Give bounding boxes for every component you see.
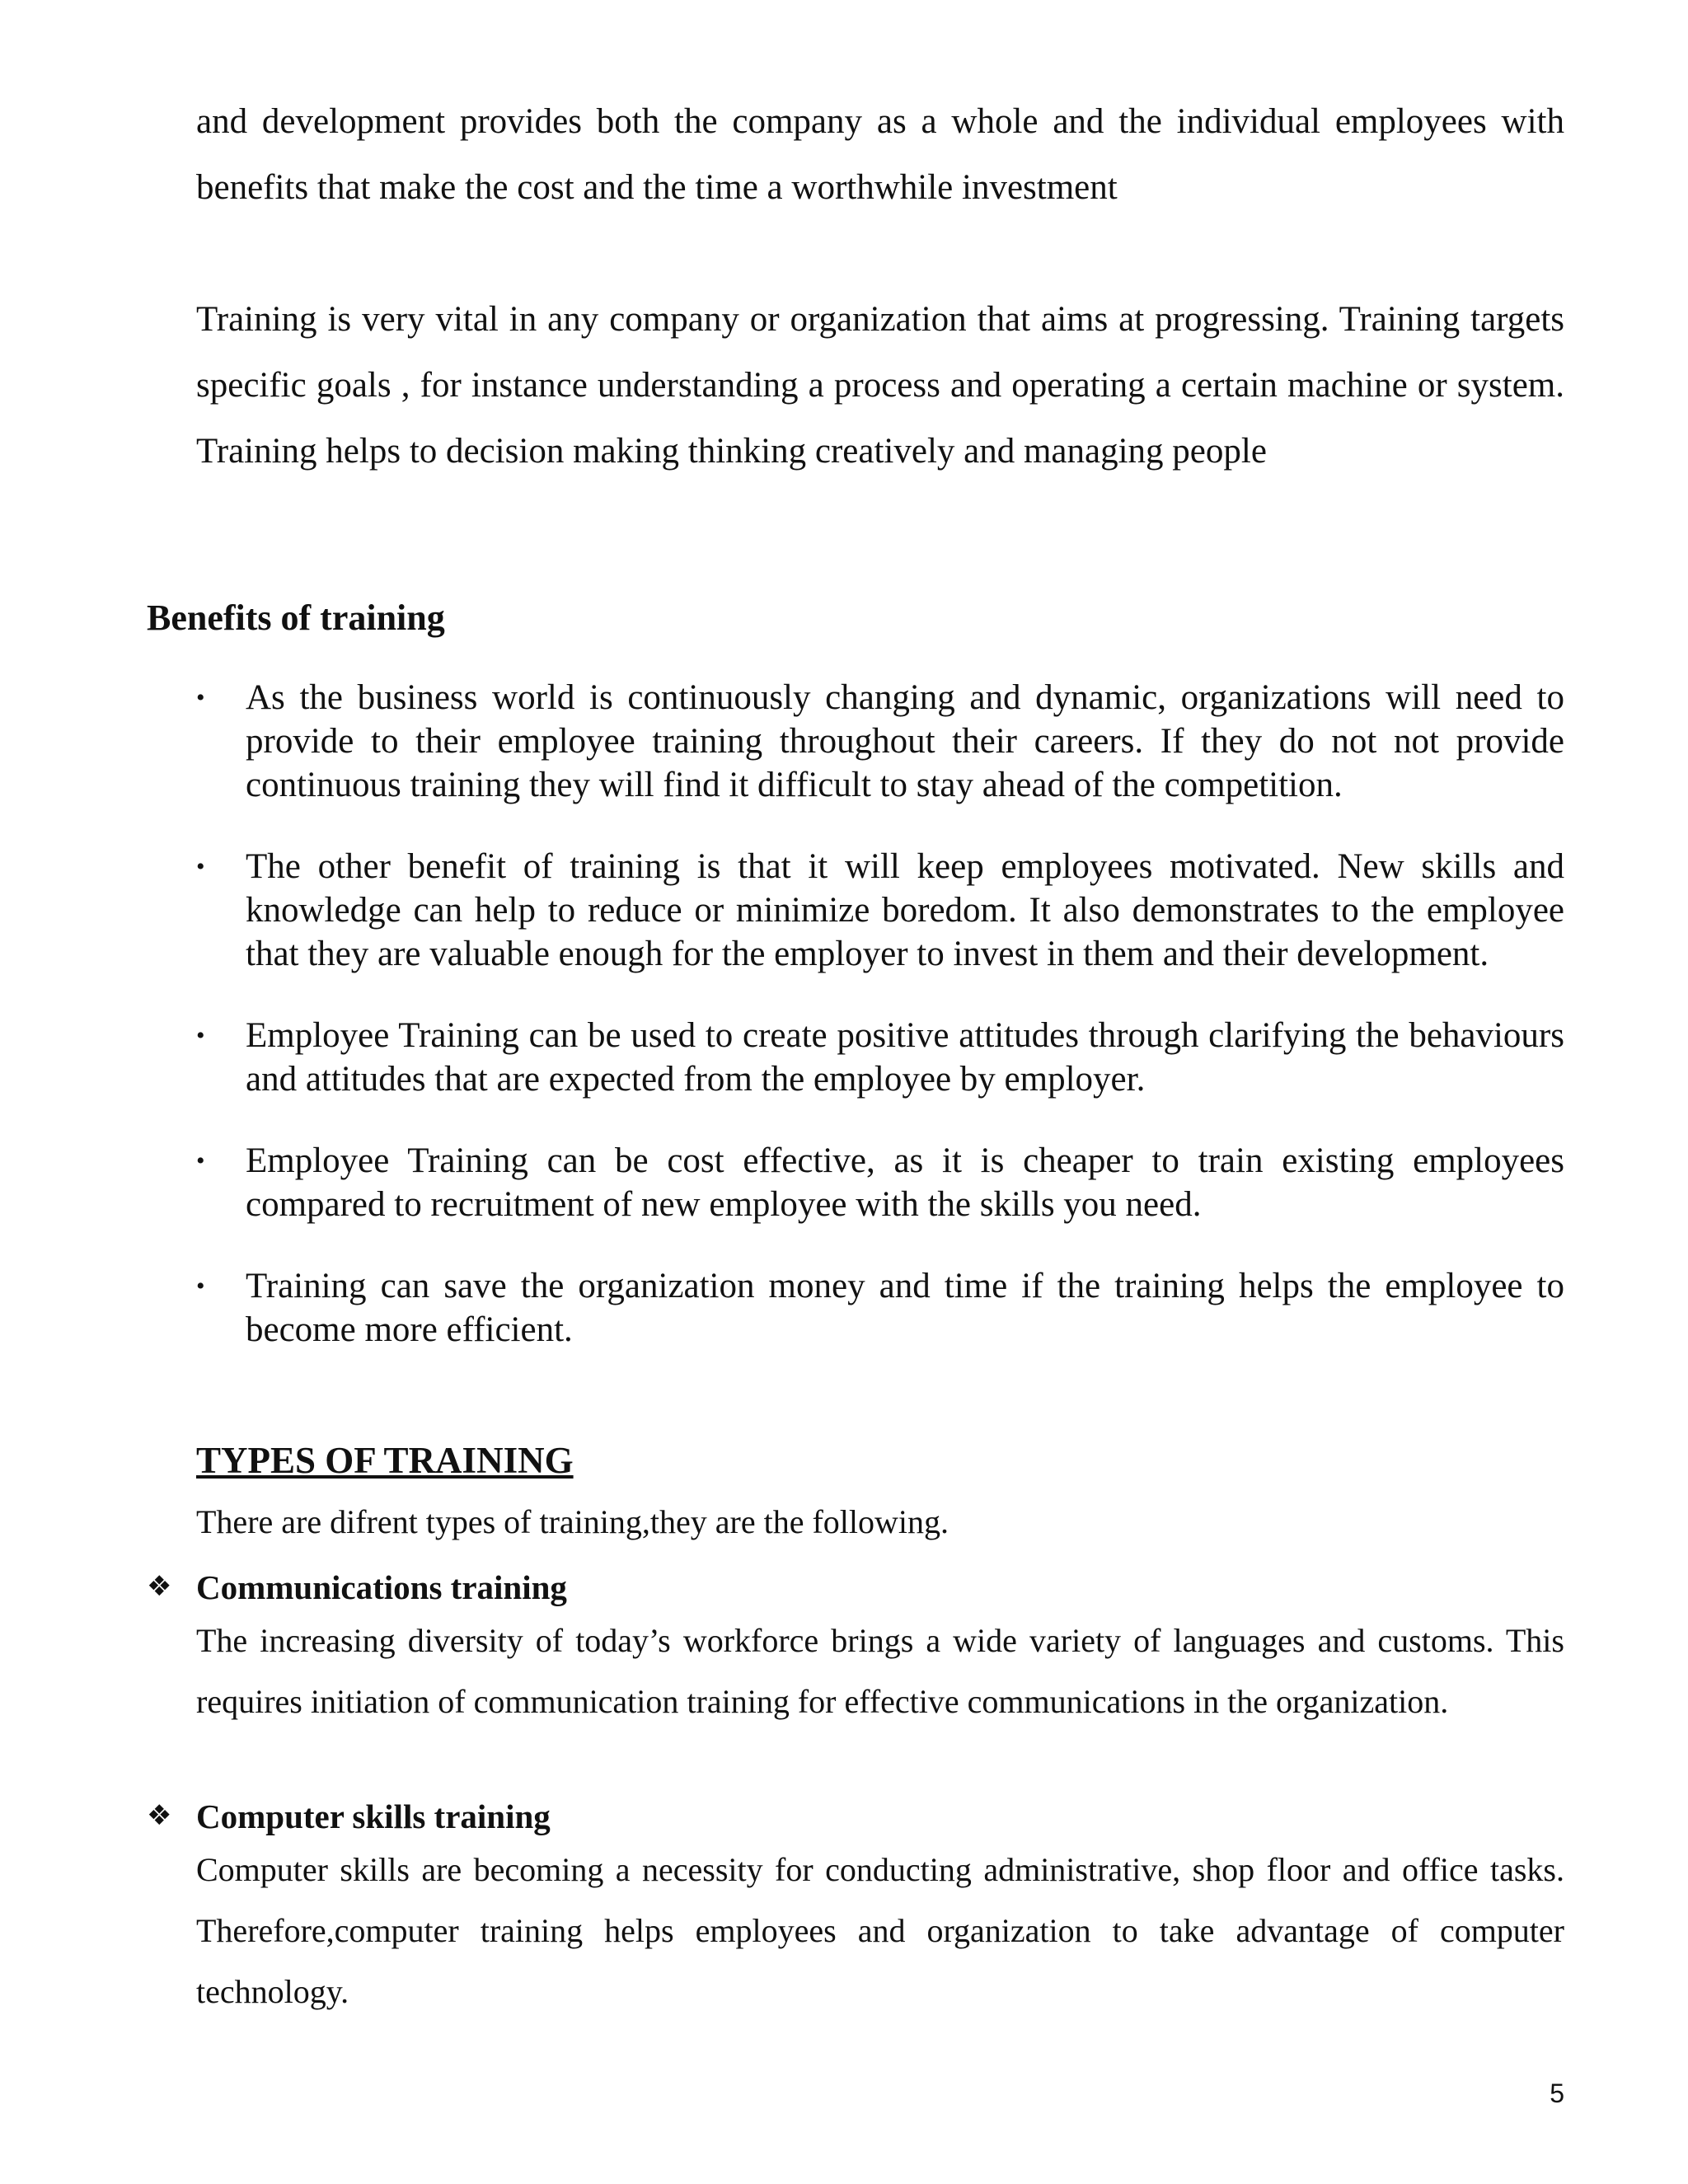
benefit-text: As the business world is continuously changing and dynamic, organizations will need to provide to their employee training throughout their careers. If they do not not provide continuous training they will find it difficult to stay ahead of the competition.	[246, 678, 1564, 804]
computer-skills-training-description: Computer skills are becoming a necessity for conducting administrative, shop floor and office tasks. Therefore,computer training helps employees and organization to take advantage of computer technology.	[196, 1851, 1564, 2010]
benefit-item	[196, 1139, 1564, 1226]
training-vital-paragraph: Training is very vital in any company or organization that aims at progressing. Training targets specific goals , for instance understanding a process and operating a certain machine or system. Training helps to decision making thinking creatively and managing people	[196, 300, 1564, 471]
benefit-text: Employee Training can be used to create positive attitudes through clarifying the behaviours and attitudes that are expected from the employee by employer.	[246, 1016, 1564, 1099]
type-title-row	[147, 1793, 1564, 1840]
page-number: 5	[1550, 2079, 1564, 2108]
benefit-text: Training can save the organization money and time if the training helps the employee to become more efficient.	[246, 1267, 1564, 1349]
benefit-item	[196, 676, 1564, 807]
computer-skills-training-title: Computer skills training	[196, 1797, 551, 1835]
bullet-icon: •	[196, 1272, 205, 1300]
benefit-text: The other benefit of training is that it will keep employees motivated. New skills and knowledge can help to reduce or minimize boredom. It also demonstrates to the employee that they are valuable enough for the employer to invest in them and their development.	[246, 847, 1564, 973]
benefit-item	[196, 1014, 1564, 1101]
bullet-icon: •	[196, 684, 205, 711]
bullet-icon: •	[196, 1022, 205, 1049]
intro-paragraph: and development provides both the company as a whole and the individual employees with benefits that make the cost and the time a worthwhile investment	[196, 102, 1564, 207]
diamond-bullet-icon: ❖	[147, 1570, 172, 1603]
communications-training-title: Communications training	[196, 1568, 567, 1606]
bullet-icon: •	[196, 853, 205, 880]
communications-training-description: The increasing diversity of today’s workforce brings a wide variety of languages and customs. This requires initiation of communication training for effective communications in the organization.	[196, 1622, 1564, 1720]
computer-skills-training-section	[147, 1793, 1564, 2022]
type-title-row	[147, 1564, 1564, 1610]
diamond-bullet-icon: ❖	[147, 1799, 172, 1832]
benefit-item	[196, 845, 1564, 976]
benefits-heading: Benefits of training	[147, 598, 445, 638]
benefit-text: Employee Training can be cost effective, as it is cheaper to train existing employees compared to recruitment of new employee with the skills you need.	[246, 1141, 1564, 1224]
types-intro: There are difrent types of training,they are the following.	[196, 1503, 949, 1540]
communications-training-section	[147, 1564, 1564, 1732]
benefit-item	[196, 1264, 1564, 1352]
bullet-icon: •	[196, 1147, 205, 1174]
benefits-list	[196, 676, 1564, 1390]
types-heading: TYPES OF TRAINING	[196, 1440, 574, 1481]
